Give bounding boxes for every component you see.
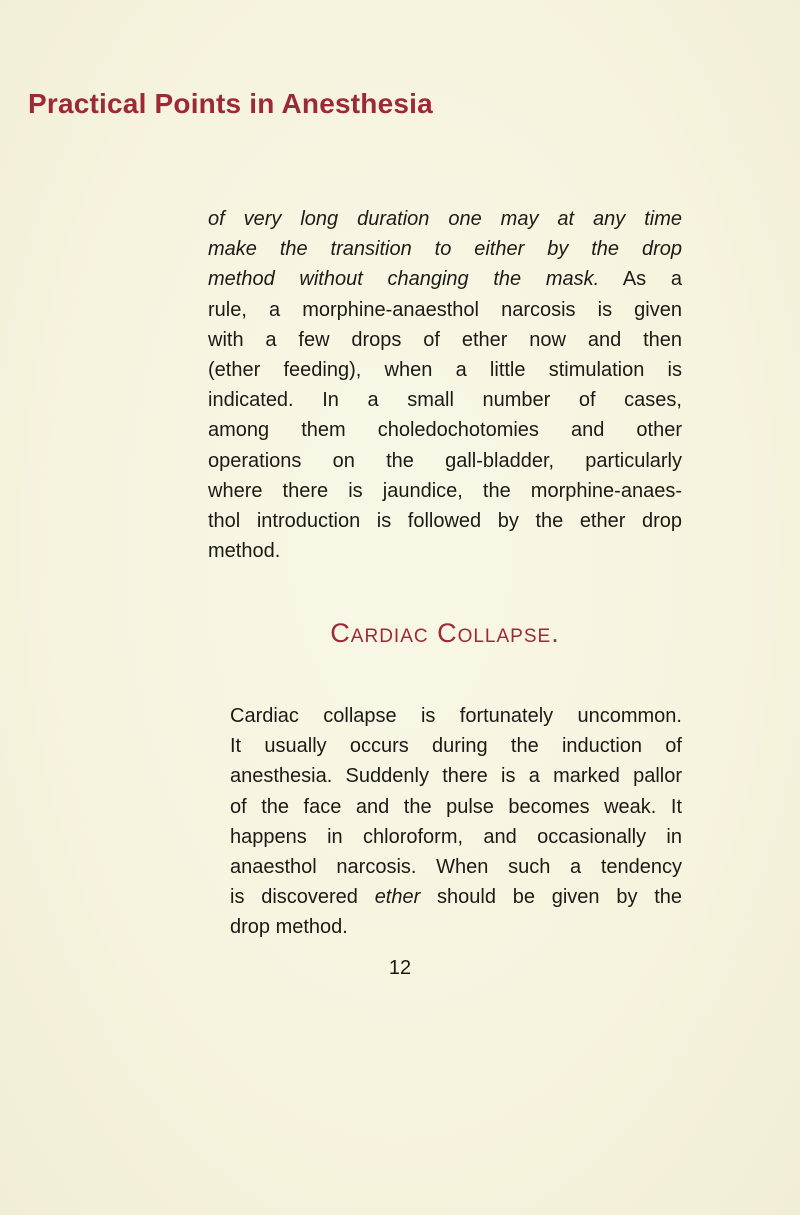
text-run: It usually occurs during the induction of [230, 735, 682, 758]
text-run: operations on the gall-bladder, particularly [208, 449, 682, 472]
text-line [208, 536, 682, 566]
text-run: of the face and the pulse becomes weak. It [230, 795, 682, 818]
text-line [208, 731, 682, 761]
text-line [208, 822, 682, 852]
text-run: indicated. In a small number of cases, [208, 389, 682, 412]
text-run: drop method. [230, 916, 348, 939]
text-run: Cardiac collapse is fortunately uncommon. [230, 705, 682, 727]
text-line [208, 476, 682, 506]
italic-run: make the transition to either by the drop [208, 238, 682, 261]
paragraph-continuation [208, 204, 682, 566]
text-line [208, 325, 682, 355]
text-line [208, 204, 682, 234]
text-run: with a few drops of ether now and then [208, 328, 682, 351]
text-line [208, 385, 682, 415]
text-run: happens in chloroform, and occasionally in [230, 825, 682, 848]
text-line [208, 701, 682, 731]
text-run: thol introduction is followed by the ether drop [208, 509, 682, 532]
text-line [208, 355, 682, 385]
text-run: As a [599, 268, 682, 291]
text-run: where there is jaundice, the morphine-anaes- [208, 479, 682, 502]
text-line [208, 912, 682, 942]
text-run: among them choledochotomies and other [208, 419, 682, 442]
text-run: should be given by the [420, 886, 682, 909]
text-run: method. [208, 540, 281, 563]
text-run: rule, a morphine-anaesthol narcosis is given [208, 298, 682, 321]
paragraph-cardiac-collapse [208, 701, 682, 943]
text-run: anaesthol narcosis. When such a tendency [230, 855, 682, 878]
text-run: is discovered [230, 886, 375, 909]
text-line [208, 446, 682, 476]
text-run: (ether feeding), when a little stimulation is [208, 358, 682, 381]
italic-run: method without changing the mask. [208, 268, 600, 291]
text-line [208, 415, 682, 445]
text-line [208, 761, 682, 791]
page-number: 12 [388, 957, 412, 979]
text-line [208, 506, 682, 536]
italic-run: of very long duration one may at any time [208, 208, 682, 230]
running-head: Practical Points in Anesthesia [28, 88, 433, 119]
section-heading-cardiac-collapse: Cardiac Collapse. [330, 618, 560, 648]
text-line [208, 264, 682, 294]
text-line [208, 852, 682, 882]
text-line [208, 792, 682, 822]
text-run: anesthesia. Suddenly there is a marked pallor [230, 765, 682, 788]
text-line [208, 295, 682, 325]
text-line [208, 882, 682, 912]
italic-run: ether [374, 886, 421, 909]
text-line [208, 234, 682, 264]
